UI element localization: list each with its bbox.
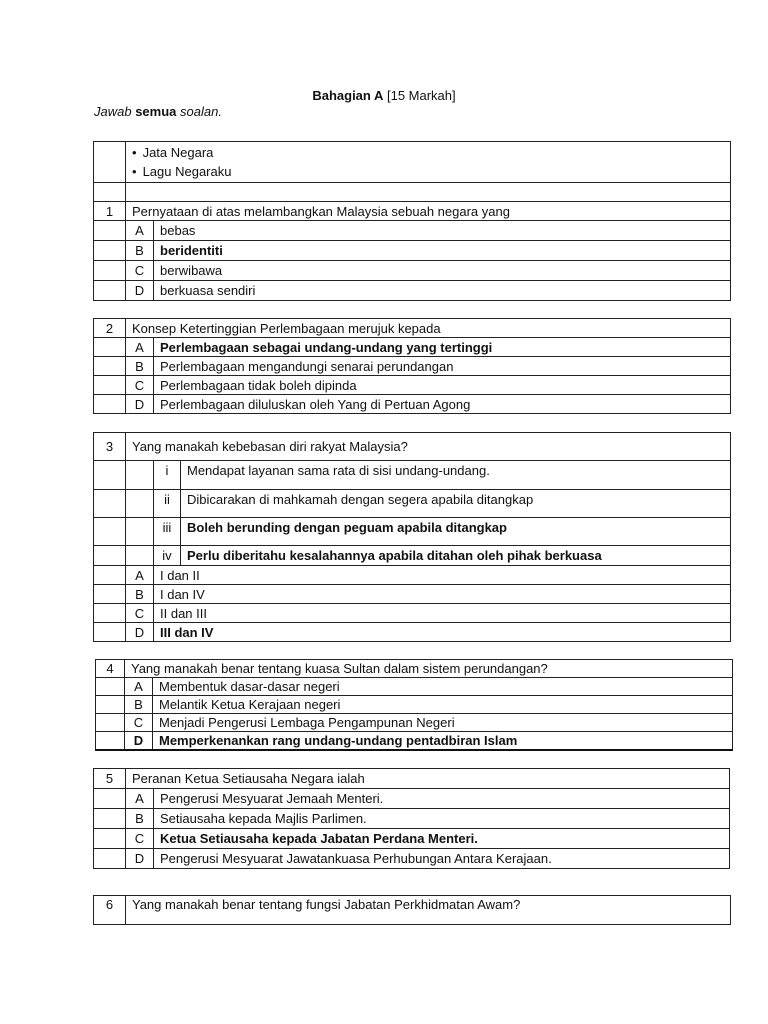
- option-letter: B: [126, 357, 154, 376]
- option-text: Pengerusi Mesyuarat Jemaah Menteri.: [154, 789, 730, 809]
- question-text: Yang manakah benar tentang kuasa Sultan dalam sistem perundangan?: [125, 660, 733, 678]
- statement-roman: iv: [154, 546, 181, 566]
- option-row: [94, 357, 731, 376]
- option-text: berkuasa sendiri: [154, 281, 731, 301]
- option-letter: C: [126, 604, 154, 623]
- stimulus-item: • Lagu Negaraku: [132, 162, 724, 181]
- option-letter: D: [126, 395, 154, 414]
- option-text: Perlembagaan mengandungi senarai perundangan: [154, 357, 731, 376]
- question-text: Yang manakah benar tentang fungsi Jabatan Perkhidmatan Awam?: [126, 896, 731, 925]
- question-number: 3: [94, 433, 126, 461]
- option-text: II dan III: [154, 604, 731, 623]
- option-text-answer: III dan IV: [154, 623, 731, 642]
- option-row: [96, 732, 733, 750]
- option-letter: B: [126, 241, 154, 261]
- option-letter: D: [125, 732, 153, 750]
- statement-roman: ii: [154, 490, 181, 518]
- question-3-table: [93, 432, 731, 642]
- question-1-table: [93, 141, 731, 301]
- question-text: Yang manakah kebebasan diri rakyat Malaysia?: [126, 433, 731, 461]
- option-letter: A: [125, 678, 153, 696]
- option-text: bebas: [154, 221, 731, 241]
- option-letter: B: [126, 809, 154, 829]
- question-row: [94, 769, 730, 789]
- option-row: [94, 849, 730, 869]
- option-text: I dan II: [154, 566, 731, 585]
- option-letter: A: [126, 338, 154, 357]
- option-letter: A: [126, 221, 154, 241]
- option-row: [94, 809, 730, 829]
- question-5-table: [93, 768, 730, 869]
- option-row: [94, 261, 731, 281]
- option-text-answer: Perlembagaan sebagai undang-undang yang tertinggi: [154, 338, 731, 357]
- option-letter: C: [125, 714, 153, 732]
- stimulus-list: [132, 143, 724, 181]
- question-row: [96, 660, 733, 678]
- option-row: [94, 585, 731, 604]
- question-row: [94, 319, 731, 338]
- option-text-answer: Ketua Setiausaha kepada Jabatan Perdana Menteri.: [154, 829, 730, 849]
- instruction: Jawab semua soalan.: [94, 104, 222, 119]
- option-text: berwibawa: [154, 261, 731, 281]
- option-row: [94, 623, 731, 642]
- question-number: 5: [94, 769, 126, 789]
- option-text-answer: Memperkenankan rang undang-undang pentadbiran Islam: [153, 732, 733, 750]
- statement-row: [94, 518, 731, 546]
- option-letter: D: [126, 849, 154, 869]
- option-row: [94, 376, 731, 395]
- option-row: [96, 696, 733, 714]
- option-row: [94, 338, 731, 357]
- spacer-row: [94, 183, 731, 202]
- question-text: Peranan Ketua Setiausaha Negara ialah: [126, 769, 730, 789]
- statement-roman: i: [154, 461, 181, 490]
- option-row: [96, 678, 733, 696]
- option-row: [94, 395, 731, 414]
- question-number: 1: [94, 202, 126, 221]
- option-text: Melantik Ketua Kerajaan negeri: [153, 696, 733, 714]
- statement-text: Mendapat layanan sama rata di sisi undang-undang.: [181, 461, 731, 490]
- question-2-table: [93, 318, 731, 414]
- option-row: [96, 714, 733, 732]
- question-number: 6: [94, 896, 126, 925]
- question-4-table: [95, 659, 733, 751]
- question-row: [94, 202, 731, 221]
- option-text: Perlembagaan tidak boleh dipinda: [154, 376, 731, 395]
- question-text: Pernyataan di atas melambangkan Malaysia sebuah negara yang: [126, 202, 731, 221]
- stimulus-item: • Jata Negara: [132, 143, 724, 162]
- section-title: Bahagian A [15 Markah]: [312, 88, 456, 103]
- stimulus-row: [94, 142, 731, 183]
- question-6-table: [93, 895, 731, 925]
- option-letter: A: [126, 566, 154, 585]
- option-letter: B: [126, 585, 154, 604]
- statement-text-answer: Boleh berunding dengan peguam apabila ditangkap: [181, 518, 731, 546]
- option-letter: C: [126, 829, 154, 849]
- statement-text-answer: Perlu diberitahu kesalahannya apabila ditahan oleh pihak berkuasa: [181, 546, 731, 566]
- statement-row: [94, 546, 731, 566]
- option-row: [94, 281, 731, 301]
- option-row: [94, 789, 730, 809]
- statement-row: [94, 461, 731, 490]
- option-letter: D: [126, 623, 154, 642]
- option-letter: B: [125, 696, 153, 714]
- option-text: Membentuk dasar-dasar negeri: [153, 678, 733, 696]
- option-letter: C: [126, 261, 154, 281]
- option-row: [94, 566, 731, 585]
- question-text: Konsep Ketertinggian Perlembagaan merujuk kepada: [126, 319, 731, 338]
- statement-text: Dibicarakan di mahkamah dengan segera apabila ditangkap: [181, 490, 731, 518]
- option-text: Perlembagaan diluluskan oleh Yang di Pertuan Agong: [154, 395, 731, 414]
- statement-roman: iii: [154, 518, 181, 546]
- question-row: [94, 896, 731, 925]
- option-row: [94, 221, 731, 241]
- option-text: Setiausaha kepada Majlis Parlimen.: [154, 809, 730, 829]
- question-row: [94, 433, 731, 461]
- option-letter: D: [126, 281, 154, 301]
- option-letter: A: [126, 789, 154, 809]
- question-number: 4: [96, 660, 125, 678]
- option-text: Pengerusi Mesyuarat Jawatankuasa Perhubungan Antara Kerajaan.: [154, 849, 730, 869]
- question-number: 2: [94, 319, 126, 338]
- option-row: [94, 241, 731, 261]
- option-text: Menjadi Pengerusi Lembaga Pengampunan Negeri: [153, 714, 733, 732]
- option-row: [94, 604, 731, 623]
- option-text-answer: beridentiti: [154, 241, 731, 261]
- option-row: [94, 829, 730, 849]
- statement-row: [94, 490, 731, 518]
- option-letter: C: [126, 376, 154, 395]
- option-text: I dan IV: [154, 585, 731, 604]
